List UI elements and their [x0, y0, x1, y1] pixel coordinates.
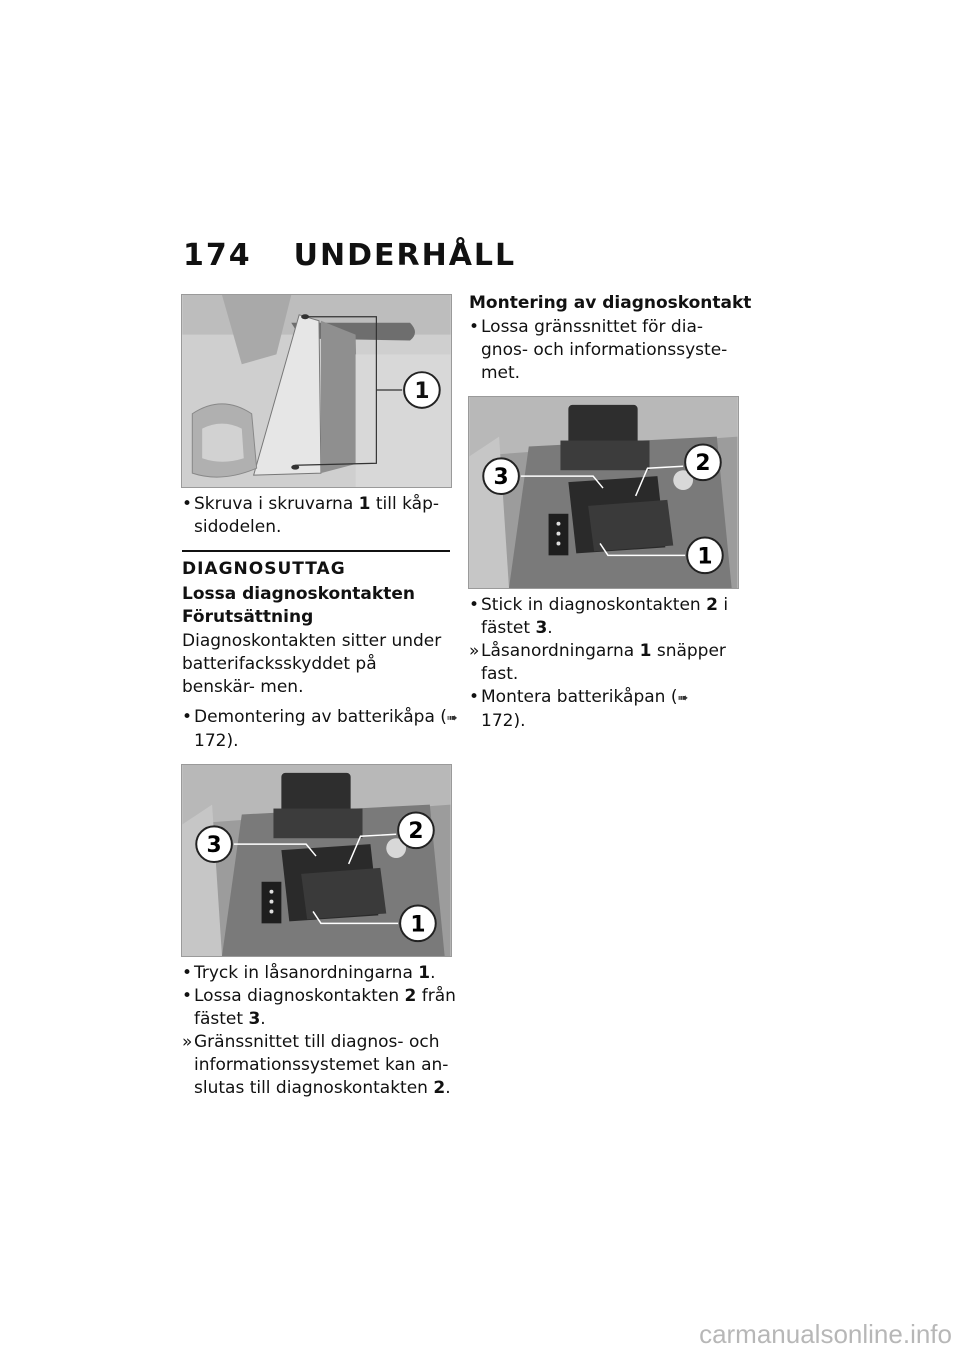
step-result-locks-snap	[469, 640, 753, 686]
step-text-end: till kåp- sidodelen.	[194, 494, 440, 537]
page-number: 174	[183, 238, 252, 273]
step-text: Stick in diagnoskontakten	[481, 595, 707, 615]
bullet: •	[469, 595, 480, 615]
step-text: Montera batterikåpan (	[481, 687, 678, 707]
connector-illustration-2	[469, 397, 738, 588]
callout-1: 1	[410, 912, 426, 938]
callout-1: 1	[414, 378, 430, 404]
callout-1: 1	[697, 544, 713, 570]
section-title: UNDERHÅLL	[293, 238, 517, 273]
step-text-end: 172).	[481, 711, 526, 731]
ref-number: 2	[433, 1078, 446, 1098]
page-ref-arrow-icon: ➠	[446, 711, 458, 726]
prerequisite-text: Diagnoskontakten sitter under batterifacksskyddet på benskär- men.	[182, 631, 442, 697]
step-remove-battery-cover	[182, 706, 466, 753]
bullet: •	[182, 963, 193, 983]
subheading-install: Montering av diagnoskontakt	[469, 293, 752, 313]
ref-number: 1	[358, 494, 371, 514]
bullet: •	[182, 494, 193, 514]
connector-illustration	[182, 765, 451, 956]
bullet: •	[469, 687, 480, 707]
step-text-end: .	[547, 618, 553, 638]
step-text: Låsanordningarna	[481, 641, 640, 661]
step-install-battery-cover	[469, 686, 711, 733]
ref-number: 1	[418, 963, 431, 983]
ref-number: 1	[639, 641, 652, 661]
callout-2: 2	[408, 819, 424, 845]
step-press-locks	[182, 962, 466, 985]
step-text-end: 172).	[194, 731, 239, 751]
figure-fairing-screws	[181, 294, 452, 488]
step-text-end: .	[430, 963, 436, 983]
page-ref-arrow-icon: ➠	[677, 691, 689, 706]
ref-number: 2	[404, 986, 417, 1006]
section-divider	[182, 550, 450, 552]
subheading-remove: Lossa diagnoskontakten	[182, 584, 415, 604]
callout-3: 3	[493, 465, 509, 491]
step-text: Tryck in låsanordningarna	[194, 963, 419, 983]
step-text-end: .	[260, 1009, 266, 1029]
step-text-end: .	[445, 1078, 451, 1098]
subheading-prerequisite: Förutsättning	[182, 607, 314, 627]
fairing-illustration	[182, 295, 451, 487]
step-release-connector	[182, 985, 456, 1031]
ref-number-2: 3	[248, 1009, 261, 1029]
step-insert-connector	[469, 594, 753, 640]
bullet: •	[182, 707, 193, 727]
step-text: Skruva i skruvarna	[194, 494, 359, 514]
bullet: •	[469, 317, 480, 337]
bullet: •	[182, 986, 193, 1006]
step-text-mid: i fästet	[481, 595, 729, 638]
ref-number: 2	[706, 595, 718, 615]
watermark: carmanualsonline.info	[699, 1319, 952, 1349]
step-text: Lossa gränssnittet för dia- gnos- och informationssyste- met.	[481, 317, 728, 383]
result-marker: »	[182, 1032, 193, 1052]
step-text-mid: från fästet	[194, 986, 456, 1029]
step-text: Lossa diagnoskontakten	[194, 986, 405, 1006]
step-text: Demontering av batterikåpa (	[194, 707, 447, 727]
step-screw-in	[182, 493, 466, 539]
section-heading: DIAGNOSUTTAG	[182, 559, 346, 579]
figure-diagnosis-connector	[181, 764, 452, 957]
step-text-end: snäpper fast.	[481, 641, 726, 684]
step-result-connect	[182, 1031, 466, 1100]
callout-3: 3	[206, 833, 222, 859]
figure-diagnosis-connector-install	[468, 396, 739, 589]
callout-2: 2	[695, 451, 711, 477]
step-release-interface	[469, 316, 743, 385]
result-marker: »	[469, 641, 480, 661]
page-header	[183, 238, 516, 273]
step-text: Gränssnittet till diagnos- och informationssystemet kan an- slutas till diagnoskontakten	[194, 1032, 449, 1098]
ref-number-2: 3	[535, 618, 548, 638]
